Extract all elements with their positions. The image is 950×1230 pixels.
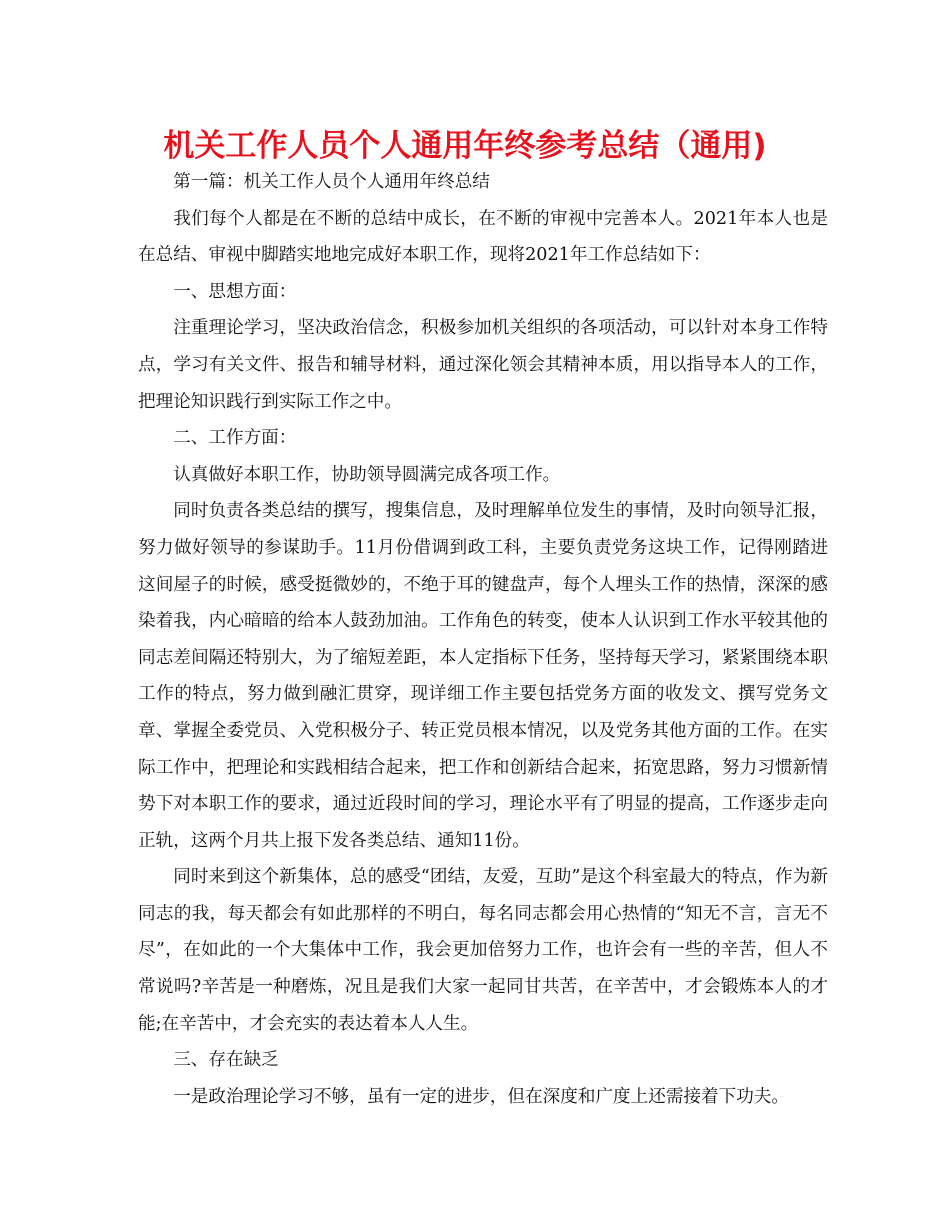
document-title: 机关工作人员个人通用年终参考总结（通用) <box>163 128 767 164</box>
paragraph: 同时来到这个新集体，总的感受“团结，友爱，互助”是这个科室最大的特点，作为新同志的我，每天都会有如此那样的不明白，每名同志都会用心热情的“知无不言，言无不尽”，在如此的一个大集体中工作，我会更加倍努力工作，也许会有一些的辛苦，但人不常说吗?辛苦是一种磨炼，况且是我们大家一起同甘共苦，在辛苦中，才会锻炼本人的才能;在辛苦中，才会充实的表达着本人人生。 <box>138 867 828 1034</box>
paragraph: 认真做好本职工作，协助领导圆满完成各项工作。 <box>173 464 561 485</box>
paragraph: 注重理论学习，坚决政治信念，积极参加机关组织的各项活动，可以针对本身工作特点，学习有关文件、报告和辅导材料，通过深化领会其精神本质，用以指导本人的工作，把理论知识践行到实际工作之中。 <box>138 318 828 412</box>
section-heading: 第一篇：机关工作人员个人通用年终总结 <box>173 172 490 192</box>
section-heading: 三、存在缺乏 <box>173 1050 279 1071</box>
paragraph: 一是政治理论学习不够，虽有一定的进步，但在深度和广度上还需接着下功夫。 <box>173 1086 789 1107</box>
section-heading: 一、思想方面： <box>173 281 297 302</box>
paragraph: 我们每个人都是在不断的总结中成长，在不断的审视中完善本人。2021年本人也是在总结、审视中脚踏实地地完成好本职工作，现将2021年工作总结如下： <box>138 208 828 266</box>
section-heading: 二、工作方面： <box>173 428 297 449</box>
paragraph: 同时负责各类总结的撰写，搜集信息，及时理解单位发生的事情，及时向领导汇报，努力做好领导的参谋助手。11月份借调到政工科，主要负责党务这块工作，记得刚踏进这间屋子的时候，感受挺微妙的，不绝于耳的键盘声，每个人埋头工作的热情，深深的感染着我，内心暗暗的给本人鼓劲加油。工作角色的转变，使本人认识到工作水平较其他的同志差间隔还特别大，为了缩短差距，本人定指标下任务，坚持每天学习，紧紧围绕本职工作的特点，努力做到融汇贯穿，现详细工作主要包括党务方面的收发文、撰写党务文章、掌握全委党员、入党积极分子、转正党员根本情况，以及党务其他方面的工作。在实际工作中，把理论和实践相结合起来，把工作和创新结合起来，拓宽思路，努力习惯新情势下对本职工作的要求，通过近段时间的学习，理论水平有了明显的提高，工作逐步走向正轨，这两个月共上报下发各类总结、通知11份。 <box>138 501 828 851</box>
document-body <box>138 164 828 1115</box>
